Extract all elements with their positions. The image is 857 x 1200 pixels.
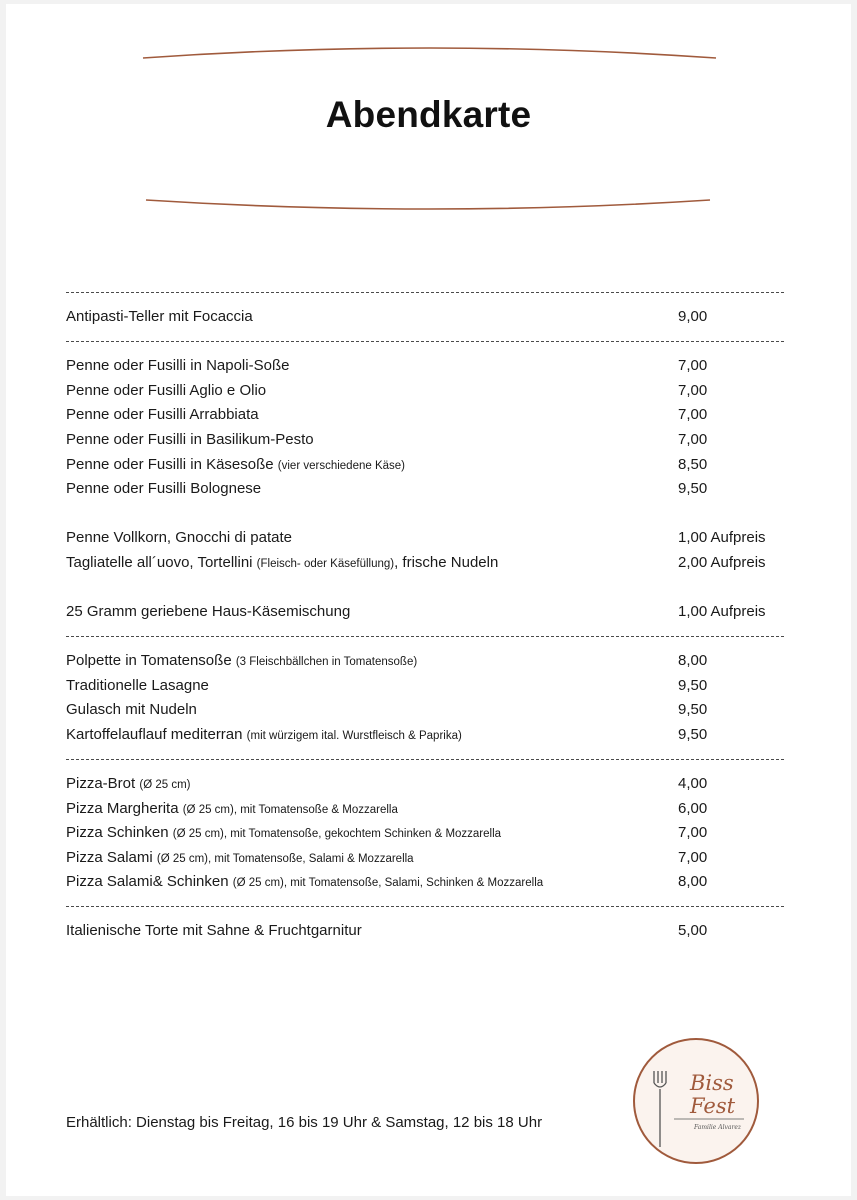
logo-tagline: Familie Alvarez bbox=[694, 1124, 742, 1131]
item-price: 5,00 bbox=[678, 922, 708, 939]
menu-item bbox=[66, 478, 786, 500]
menu-item bbox=[66, 454, 786, 476]
menu-item bbox=[66, 847, 786, 869]
item-name-line bbox=[66, 552, 498, 575]
item-price: 4,00 bbox=[678, 775, 708, 792]
item-name: Italienische Torte mit Sahne & Fruchtgarnitur bbox=[66, 922, 362, 939]
section-separator bbox=[66, 636, 784, 637]
item-name-line bbox=[66, 773, 190, 796]
item-name: Gulasch mit Nudeln bbox=[66, 701, 197, 718]
item-name: Pizza-Brot bbox=[66, 775, 136, 792]
item-name: Tagliatelle all´uovo, Tortellini bbox=[66, 554, 253, 571]
item-price: 7,00 bbox=[678, 431, 708, 448]
menu-item bbox=[66, 552, 786, 574]
item-price: 8,00 bbox=[678, 873, 708, 890]
menu-item bbox=[66, 650, 786, 672]
logo-line1: Biss bbox=[690, 1071, 734, 1095]
item-name-line bbox=[66, 822, 501, 845]
item-price: 9,50 bbox=[678, 480, 708, 497]
item-name-line bbox=[66, 724, 462, 747]
item-price: 7,00 bbox=[678, 382, 708, 399]
item-name: Kartoffelauflauf mediterran bbox=[66, 726, 243, 743]
item-name: Penne oder Fusilli in Napoli-Soße bbox=[66, 357, 290, 374]
item-price: 7,00 bbox=[678, 824, 708, 841]
item-name: Penne oder Fusilli Aglio e Olio bbox=[66, 382, 267, 399]
item-name: Penne oder Fusilli Arrabbiata bbox=[66, 406, 259, 423]
item-note: (3 Fleischbällchen in Tomatensoße) bbox=[235, 656, 418, 668]
item-name: 25 Gramm geriebene Haus-Käsemischung bbox=[66, 603, 351, 620]
item-note: (vier verschiedene Käse) bbox=[277, 460, 405, 472]
item-note: (Ø 25 cm), mit Tomatensoße, Salami & Mozzarella bbox=[156, 853, 414, 865]
menu-item bbox=[66, 724, 786, 746]
section-separator bbox=[66, 759, 784, 760]
item-name-suffix: , frische Nudeln bbox=[394, 554, 499, 571]
menu-item bbox=[66, 822, 786, 844]
item-name-line bbox=[66, 798, 398, 821]
item-price: 6,00 bbox=[678, 800, 708, 817]
item-name: Pizza Salami bbox=[66, 849, 153, 866]
item-price: 9,00 bbox=[678, 308, 708, 325]
item-name: Penne oder Fusilli in Basilikum-Pesto bbox=[66, 431, 314, 448]
item-name: Polpette in Tomatensoße bbox=[66, 652, 232, 669]
item-name: Pizza Salami& Schinken bbox=[66, 873, 229, 890]
section-separator bbox=[66, 906, 784, 907]
menu-item bbox=[66, 601, 786, 623]
page-title: Abendkarte bbox=[325, 94, 532, 135]
item-price: 9,50 bbox=[678, 726, 708, 743]
item-price: 2,00 Aufpreis bbox=[678, 554, 766, 571]
item-name-line bbox=[66, 847, 414, 870]
item-price: 1,00 Aufpreis bbox=[678, 603, 766, 620]
item-price: 9,50 bbox=[678, 677, 708, 694]
item-note: (Fleisch- oder Käsefüllung) bbox=[256, 558, 395, 570]
item-name: Penne oder Fusilli in Käsesoße bbox=[66, 456, 274, 473]
item-note: (Ø 25 cm), mit Tomatensoße & Mozzarella bbox=[182, 804, 398, 816]
logo-line2: Fest bbox=[690, 1094, 736, 1118]
menu-item bbox=[66, 306, 786, 328]
item-note: (mit würzigem ital. Wurstfleisch & Paprika) bbox=[246, 730, 462, 742]
section-separator bbox=[66, 292, 784, 293]
top-arc bbox=[143, 48, 716, 58]
menu-item bbox=[66, 675, 786, 697]
item-name: Traditionelle Lasagne bbox=[66, 677, 209, 694]
menu-item bbox=[66, 699, 786, 721]
menu-item bbox=[66, 871, 786, 893]
menu-item bbox=[66, 798, 786, 820]
menu-item bbox=[66, 380, 786, 402]
item-price: 1,00 Aufpreis bbox=[678, 529, 766, 546]
biss-fest-logo bbox=[630, 1035, 762, 1167]
item-price: 8,50 bbox=[678, 456, 708, 473]
item-note: (Ø 25 cm) bbox=[139, 779, 191, 791]
availability-note: Erhältlich: Dienstag bis Freitag, 16 bis 19 Uhr & Samstag, 12 bis 18 Uhr bbox=[66, 1114, 543, 1131]
item-name: Penne Vollkorn, Gnocchi di patate bbox=[66, 529, 292, 546]
item-note: (Ø 25 cm), mit Tomatensoße, Salami, Schinken & Mozzarella bbox=[232, 877, 544, 889]
item-price: 7,00 bbox=[678, 406, 708, 423]
item-name-line bbox=[66, 454, 405, 477]
item-price: 7,00 bbox=[678, 849, 708, 866]
item-note: (Ø 25 cm), mit Tomatensoße, gekochtem Schinken & Mozzarella bbox=[172, 828, 502, 840]
item-name: Pizza Schinken bbox=[66, 824, 169, 841]
menu-item bbox=[66, 355, 786, 377]
item-name: Pizza Margherita bbox=[66, 800, 179, 817]
item-name-line bbox=[66, 871, 543, 894]
item-price: 7,00 bbox=[678, 357, 708, 374]
item-name: Penne oder Fusilli Bolognese bbox=[66, 480, 262, 497]
item-price: 8,00 bbox=[678, 652, 708, 669]
section-separator bbox=[66, 341, 784, 342]
menu-item bbox=[66, 920, 786, 942]
item-name: Antipasti-Teller mit Focaccia bbox=[66, 308, 253, 325]
menu-item bbox=[66, 527, 786, 549]
menu-item bbox=[66, 773, 786, 795]
item-price: 9,50 bbox=[678, 701, 708, 718]
menu-item bbox=[66, 404, 786, 426]
bottom-arc bbox=[146, 200, 710, 209]
item-name-line bbox=[66, 650, 417, 673]
menu-item bbox=[66, 429, 786, 451]
